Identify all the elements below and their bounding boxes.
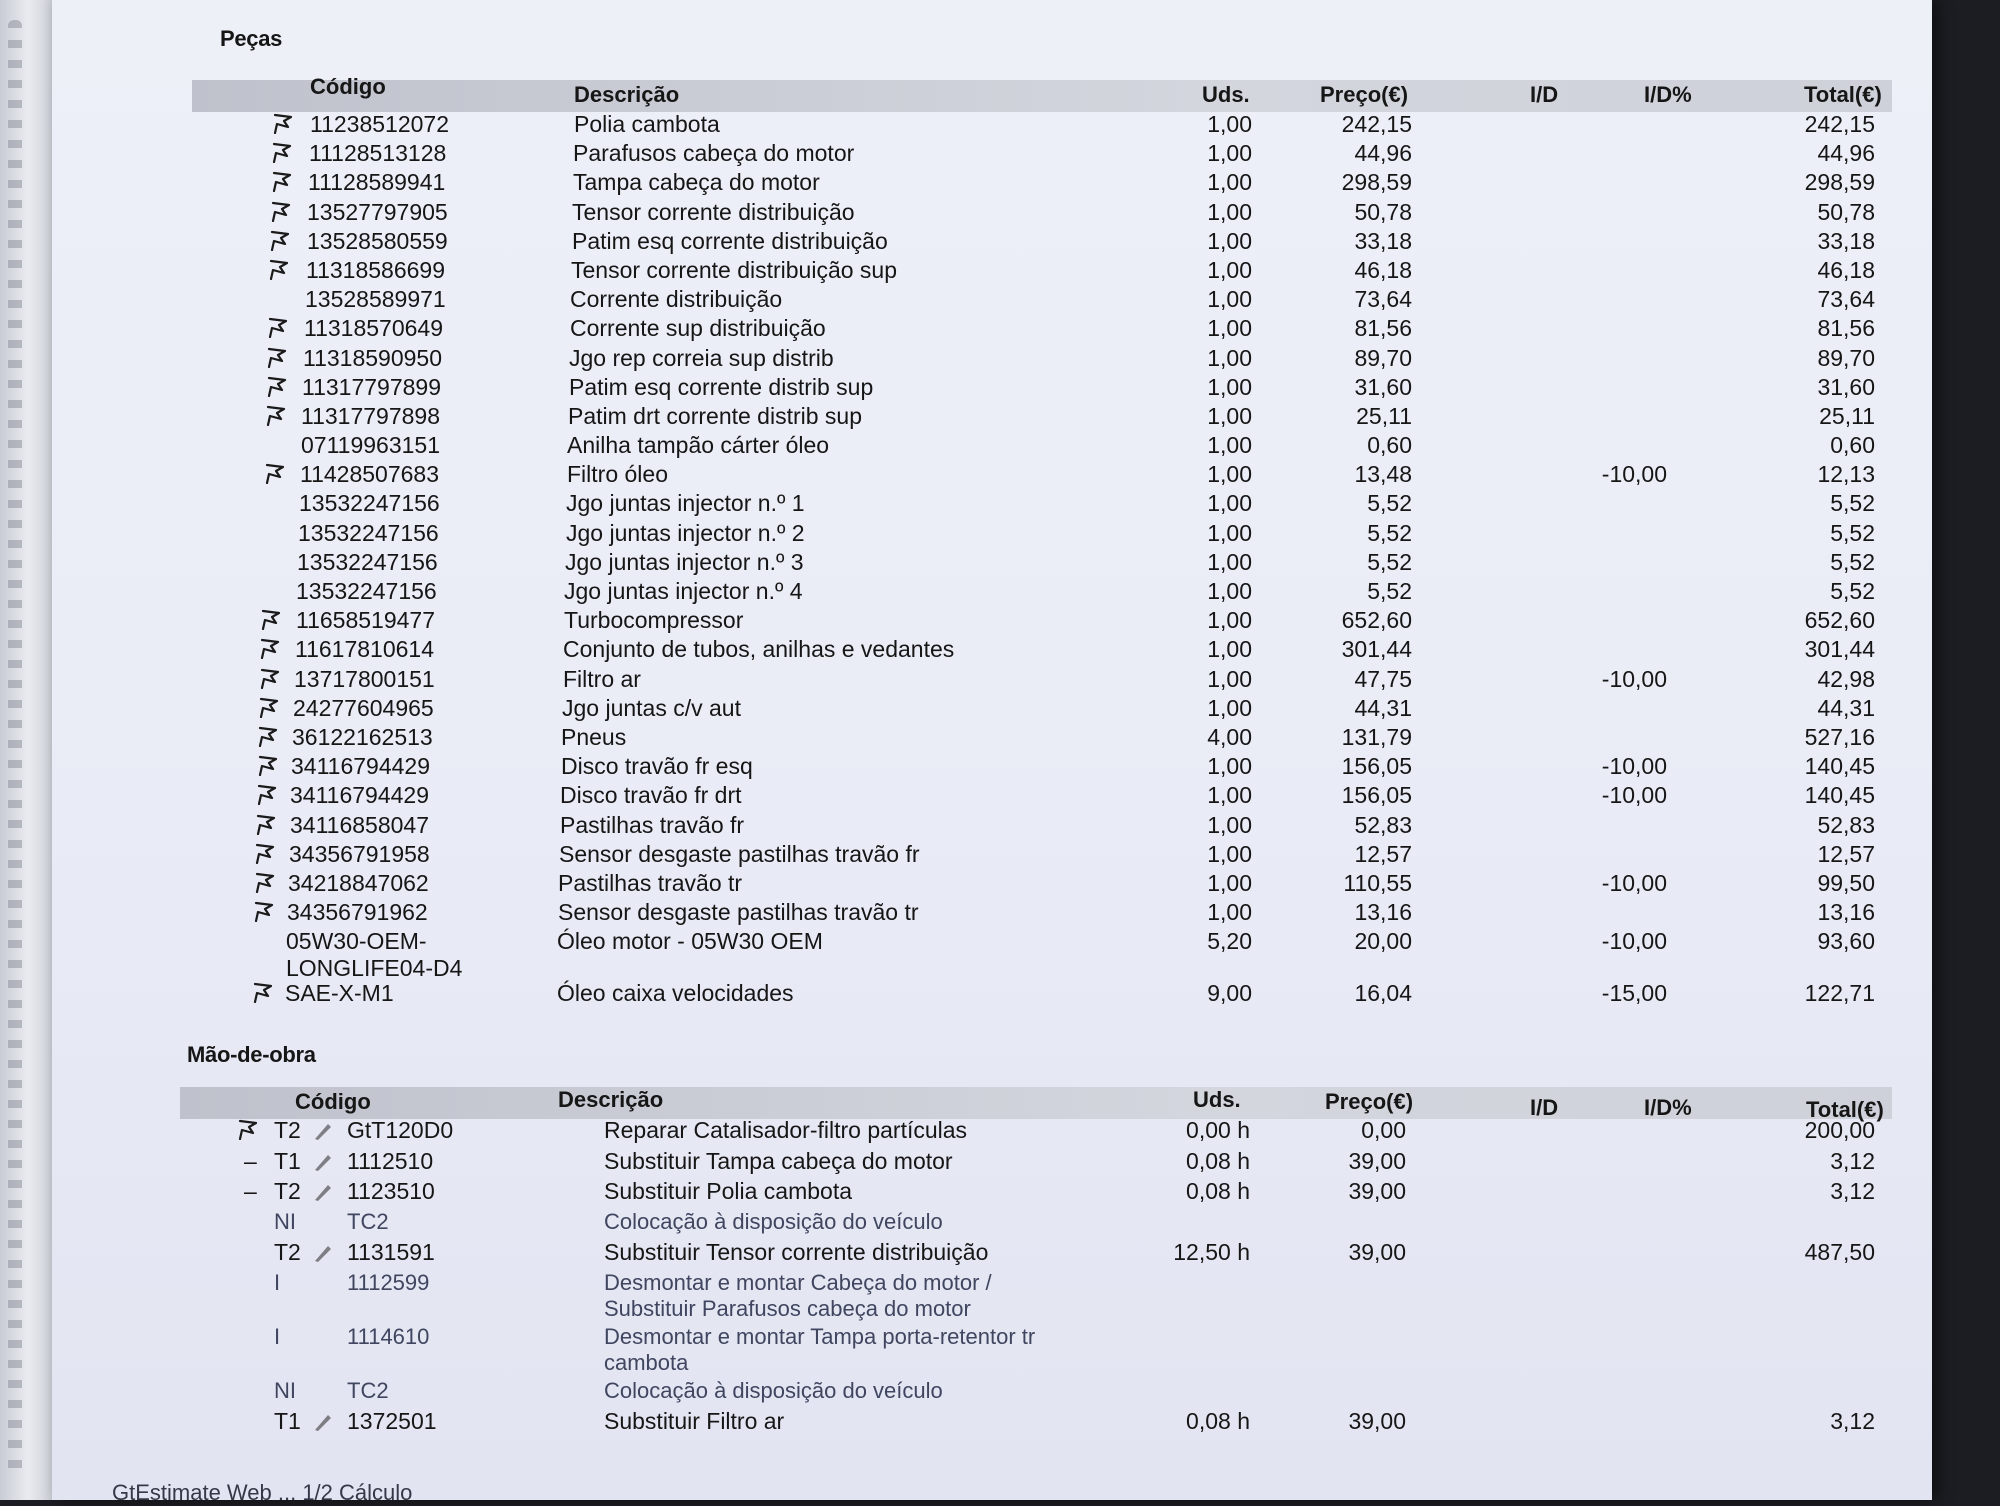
checkmark-flag-icon	[270, 200, 292, 222]
table-row	[52, 139, 1932, 168]
table-row	[52, 1208, 1932, 1239]
part-uds: 1,00	[1207, 169, 1252, 196]
table-row	[52, 168, 1932, 197]
part-total: 122,71	[1804, 980, 1875, 1007]
part-price: 50,78	[1354, 198, 1412, 225]
binder-holes	[8, 20, 22, 1480]
labor-uds: 0,08 h	[1186, 1408, 1250, 1434]
part-description: Anilha tampão cárter óleo	[567, 432, 830, 459]
part-code: 34356791958	[289, 840, 430, 867]
labor-total: 3,12	[1830, 1408, 1875, 1434]
part-description: Corrente distribuição	[570, 286, 783, 313]
labor-uds: 12,50 h	[1173, 1239, 1250, 1265]
labor-type: T1	[274, 1408, 301, 1434]
part-code: 13532247156	[296, 578, 437, 604]
part-total: 140,45	[1804, 753, 1875, 780]
part-price: 652,60	[1341, 607, 1412, 634]
labor-type: T2	[274, 1178, 301, 1204]
invoice-page	[52, 0, 1932, 1505]
labor-uds: 0,08 h	[1186, 1178, 1250, 1204]
table-row	[52, 665, 1932, 694]
part-price: 52,83	[1354, 811, 1412, 838]
part-description: Sensor desgaste pastilhas travão fr	[559, 840, 920, 867]
part-price: 301,44	[1341, 636, 1412, 663]
part-price: 20,00	[1354, 928, 1412, 955]
part-price: 16,04	[1354, 980, 1412, 1007]
part-uds: 1,00	[1207, 140, 1252, 167]
part-price: 13,48	[1354, 461, 1412, 488]
part-price: 5,52	[1367, 519, 1412, 546]
part-price: 33,18	[1354, 227, 1412, 254]
part-uds: 1,00	[1207, 198, 1252, 225]
part-description: Turbocompressor	[564, 607, 744, 634]
table-row	[52, 344, 1932, 373]
labor-table	[52, 1116, 1932, 1438]
part-description: Jgo rep correia sup distrib	[569, 344, 834, 371]
part-total: 46,18	[1817, 256, 1875, 283]
labor-code: 1131591	[347, 1239, 435, 1265]
parts-header-bar	[192, 74, 1892, 112]
table-row	[52, 694, 1932, 723]
part-uds: 1,00	[1207, 694, 1252, 721]
part-total: 50,78	[1817, 198, 1875, 225]
part-price: 44,31	[1354, 694, 1412, 721]
part-code: 13532247156	[298, 519, 439, 546]
labor-header-bar	[180, 1087, 1892, 1122]
checkmark-flag-icon	[256, 783, 278, 805]
part-price: 25,11	[1356, 402, 1412, 429]
part-discount-pct: -10,00	[1601, 869, 1667, 896]
table-row	[52, 256, 1932, 285]
table-row	[52, 1147, 1932, 1178]
parts-header-price: Preço(€)	[1320, 82, 1409, 107]
part-code: 24277604965	[293, 694, 434, 721]
part-code: 34116858047	[290, 811, 429, 838]
part-price: 12,57	[1354, 840, 1412, 867]
labor-description: Substituir Polia cambota	[604, 1178, 853, 1204]
labor-type: NI	[274, 1208, 296, 1234]
part-code: 13532247156	[297, 548, 438, 575]
part-code: 13528589971	[305, 286, 446, 313]
labor-code: 1112599	[347, 1269, 430, 1295]
labor-type: I	[274, 1269, 281, 1295]
parts-header-description: Descrição	[574, 82, 680, 107]
part-code: 07119963151	[301, 432, 440, 459]
part-total: 12,13	[1817, 461, 1875, 488]
part-code: 34116794429	[291, 753, 430, 780]
part-code: SAE-X-M1	[285, 980, 394, 1007]
checkmark-flag-icon	[257, 754, 279, 776]
part-price: 31,60	[1354, 373, 1412, 400]
part-total: 52,83	[1817, 811, 1875, 838]
labor-code: TC2	[347, 1377, 389, 1403]
part-uds: 1,00	[1207, 519, 1252, 546]
checkmark-flag-icon	[271, 141, 293, 163]
part-price: 156,05	[1341, 782, 1412, 809]
part-price: 298,59	[1341, 169, 1412, 196]
part-code: 34116794429	[290, 782, 429, 809]
part-uds: 1,00	[1207, 490, 1252, 517]
part-total: 140,45	[1804, 782, 1875, 809]
part-code: 11318590950	[303, 344, 442, 371]
table-row	[52, 811, 1932, 840]
part-discount-pct: -10,00	[1601, 665, 1667, 692]
labor-type: T2	[274, 1117, 301, 1143]
labor-description: Desmontar e montar Cabeça do motor /	[604, 1269, 992, 1295]
table-row	[52, 1323, 1932, 1377]
labor-total: 3,12	[1830, 1178, 1875, 1204]
labor-type: T1	[274, 1147, 301, 1174]
part-uds: 1,00	[1207, 111, 1252, 137]
table-row	[52, 402, 1932, 431]
part-total: 44,96	[1817, 140, 1875, 167]
part-uds: 1,00	[1207, 665, 1252, 692]
table-row	[52, 927, 1932, 982]
table-row	[52, 752, 1932, 781]
part-price: 5,52	[1367, 490, 1412, 517]
part-description: Conjunto de tubos, anilhas e vedantes	[563, 636, 955, 663]
part-price: 81,56	[1354, 315, 1412, 342]
part-code: 11318570649	[304, 315, 443, 342]
table-row	[52, 489, 1932, 518]
part-total: 5,52	[1830, 578, 1875, 604]
part-description: Pneus	[561, 723, 627, 750]
part-uds: 1,00	[1207, 344, 1252, 371]
table-row	[52, 110, 1932, 139]
pencil-icon	[312, 1181, 334, 1203]
part-code: 34356791962	[287, 899, 428, 926]
labor-description-continued: Substituir Parafusos cabeça do motor	[604, 1295, 971, 1321]
part-price: 44,96	[1354, 140, 1412, 167]
table-row	[52, 548, 1932, 577]
part-total: 31,60	[1817, 373, 1875, 400]
checkmark-flag-icon	[266, 375, 288, 397]
table-row	[52, 314, 1932, 343]
labor-header-id: I/D	[1530, 1095, 1559, 1120]
table-row	[52, 1269, 1932, 1323]
part-total: 81,56	[1817, 315, 1875, 342]
table-row	[52, 431, 1932, 460]
table-row	[52, 1407, 1932, 1438]
part-total: 5,52	[1830, 519, 1875, 546]
labor-header-id-pct: I/D%	[1644, 1095, 1692, 1120]
table-row	[52, 606, 1932, 635]
part-code: 05W30-OEM-	[286, 928, 427, 955]
labor-header-description: Descrição	[558, 1087, 664, 1112]
part-uds: 1,00	[1207, 461, 1252, 488]
table-row	[52, 1116, 1932, 1147]
checkmark-flag-icon	[253, 900, 275, 922]
labor-description-continued: cambota	[604, 1349, 689, 1375]
part-description: Disco travão fr esq	[561, 753, 753, 780]
checkmark-flag-icon	[267, 316, 289, 338]
table-row	[52, 869, 1932, 898]
labor-description: Colocação à disposição do veículo	[604, 1377, 943, 1403]
checkmark-flag-icon	[252, 981, 274, 1003]
part-total: 13,16	[1817, 899, 1875, 926]
part-total: 33,18	[1817, 227, 1875, 254]
part-description: Óleo motor - 05W30 OEM	[557, 928, 823, 955]
part-uds: 1,00	[1207, 286, 1252, 313]
part-total: 242,15	[1804, 111, 1875, 137]
part-total: 298,59	[1804, 169, 1875, 196]
part-uds: 1,00	[1207, 227, 1252, 254]
part-total: 42,98	[1817, 665, 1875, 692]
parts-section-title: Peças	[220, 26, 283, 51]
part-total: 5,52	[1830, 548, 1875, 575]
labor-code: TC2	[347, 1208, 389, 1234]
part-uds: 5,20	[1207, 928, 1252, 955]
labor-code: GtT120D0	[347, 1117, 454, 1143]
table-row	[52, 1377, 1932, 1408]
parts-header-total: Total(€)	[1804, 82, 1882, 107]
part-code: 11317797899	[302, 373, 441, 400]
part-price: 89,70	[1354, 344, 1412, 371]
checkmark-flag-icon	[268, 258, 290, 280]
part-uds: 1,00	[1207, 782, 1252, 809]
parts-header-id: I/D	[1530, 82, 1559, 107]
table-row	[52, 577, 1932, 606]
part-price: 5,52	[1367, 578, 1412, 604]
part-uds: 4,00	[1207, 723, 1252, 750]
part-discount-pct: -15,00	[1601, 980, 1667, 1007]
part-total: 99,50	[1817, 869, 1875, 896]
part-description: Jgo juntas injector n.º 4	[564, 578, 803, 604]
part-code: 11318586699	[306, 256, 445, 283]
parts-header-uds: Uds.	[1202, 82, 1250, 107]
labor-header-total: Total(€)	[1806, 1097, 1884, 1122]
part-uds: 1,00	[1207, 811, 1252, 838]
labor-code: 1123510	[347, 1178, 435, 1204]
labor-type: NI	[274, 1377, 296, 1403]
labor-type: T2	[274, 1239, 301, 1265]
pencil-icon	[312, 1411, 334, 1433]
part-price: 13,16	[1354, 899, 1412, 926]
labor-description: Substituir Tampa cabeça do motor	[604, 1147, 953, 1174]
labor-total: 3,12	[1830, 1147, 1875, 1174]
checkmark-flag-icon	[257, 725, 279, 747]
part-price: 0,60	[1367, 432, 1412, 459]
part-uds: 1,00	[1207, 548, 1252, 575]
labor-price: 39,00	[1348, 1147, 1406, 1174]
checkmark-flag-icon	[260, 608, 282, 630]
part-description: Disco travão fr drt	[560, 782, 742, 809]
labor-description: Substituir Filtro ar	[604, 1408, 785, 1434]
dash-mark: –	[244, 1147, 257, 1174]
part-description: Jgo juntas injector n.º 1	[566, 490, 805, 517]
table-row	[52, 198, 1932, 227]
part-description: Patim esq corrente distrib sup	[569, 373, 874, 400]
part-total: 25,11	[1819, 402, 1875, 429]
table-row	[52, 227, 1932, 256]
part-description: Pastilhas travão fr	[560, 811, 745, 838]
labor-uds: 0,08 h	[1186, 1147, 1250, 1174]
labor-type: I	[274, 1323, 281, 1349]
part-description: Tampa cabeça do motor	[573, 169, 820, 196]
part-total: 89,70	[1817, 344, 1875, 371]
checkmark-flag-icon	[266, 346, 288, 368]
labor-description: Desmontar e montar Tampa porta-retentor tr	[604, 1323, 1036, 1349]
labor-header-code: Código	[295, 1089, 371, 1114]
part-uds: 1,00	[1207, 869, 1252, 896]
part-uds: 1,00	[1207, 373, 1252, 400]
checkmark-flag-icon	[255, 813, 277, 835]
part-code: 13528580559	[307, 227, 448, 254]
part-description: Óleo caixa velocidades	[557, 980, 794, 1007]
part-code: 11317797898	[301, 402, 440, 429]
part-price: 242,15	[1341, 111, 1412, 137]
part-price: 110,55	[1343, 869, 1412, 896]
part-description: Parafusos cabeça do motor	[573, 140, 855, 167]
part-discount-pct: -10,00	[1601, 928, 1667, 955]
table-row	[52, 840, 1932, 869]
part-description: Filtro ar	[563, 665, 641, 692]
checkmark-flag-icon	[258, 696, 280, 718]
part-uds: 1,00	[1207, 315, 1252, 342]
part-total: 93,60	[1817, 928, 1875, 955]
footer-partial-text: GtEstimate Web ... 1/2 Cálculo	[112, 1480, 413, 1505]
parts-header-id-pct: I/D%	[1644, 82, 1692, 107]
labor-price: 39,00	[1348, 1239, 1406, 1265]
part-total: 652,60	[1804, 607, 1875, 634]
part-description: Tensor corrente distribuição sup	[571, 256, 897, 283]
part-description: Jgo juntas c/v aut	[562, 694, 741, 721]
part-code: 11428507683	[300, 461, 439, 488]
part-code: 13717800151	[294, 665, 435, 692]
part-price: 5,52	[1367, 548, 1412, 575]
table-row	[52, 635, 1932, 664]
table-row	[52, 1177, 1932, 1208]
checkmark-flag-icon	[272, 112, 294, 134]
part-code: 13527797905	[307, 198, 448, 225]
table-row	[52, 285, 1932, 314]
part-total: 73,64	[1817, 286, 1875, 313]
part-code: 13532247156	[299, 490, 440, 517]
labor-header-price: Preço(€)	[1325, 1089, 1414, 1114]
part-description: Jgo juntas injector n.º 3	[565, 548, 804, 575]
part-uds: 1,00	[1207, 899, 1252, 926]
part-discount-pct: -10,00	[1601, 461, 1667, 488]
parts-header-code: Código	[310, 74, 386, 99]
labor-price: 0,00	[1361, 1117, 1406, 1143]
checkmark-flag-icon	[271, 170, 293, 192]
checkmark-flag-icon	[259, 667, 281, 689]
part-description: Filtro óleo	[567, 461, 668, 488]
part-total: 527,16	[1804, 723, 1875, 750]
table-row	[52, 723, 1932, 752]
part-code: 11128589941	[308, 169, 446, 196]
labor-total: 200,00	[1804, 1117, 1875, 1143]
part-uds: 1,00	[1207, 432, 1252, 459]
part-price: 156,05	[1341, 753, 1412, 780]
part-description: Tensor corrente distribuição	[572, 198, 855, 225]
dash-mark: –	[244, 1178, 257, 1204]
part-description: Patim esq corrente distribuição	[572, 227, 888, 254]
labor-header-uds: Uds.	[1193, 1087, 1241, 1112]
part-total: 0,60	[1830, 432, 1875, 459]
part-price: 47,75	[1354, 665, 1412, 692]
part-price: 73,64	[1354, 286, 1412, 313]
part-discount-pct: -10,00	[1601, 782, 1667, 809]
labor-description: Reparar Catalisador-filtro partículas	[604, 1117, 968, 1143]
part-code: 11128513128	[309, 140, 447, 167]
part-code: 11658519477	[296, 607, 435, 634]
checkmark-flag-icon	[259, 637, 281, 659]
labor-description: Colocação à disposição do veículo	[604, 1208, 943, 1234]
checkmark-flag-icon	[237, 1118, 259, 1140]
labor-total: 487,50	[1804, 1239, 1875, 1265]
checkmark-flag-icon	[269, 229, 291, 251]
labor-price: 39,00	[1348, 1408, 1406, 1434]
labor-description: Substituir Tensor corrente distribuição	[604, 1239, 989, 1265]
part-price: 131,79	[1341, 723, 1412, 750]
table-row	[52, 1238, 1932, 1269]
part-code: 34218847062	[288, 869, 429, 896]
labor-code: 1372501	[347, 1408, 437, 1434]
checkmark-flag-icon	[254, 871, 276, 893]
table-row	[52, 519, 1932, 548]
part-code: 36122162513	[292, 723, 433, 750]
part-description: Polia cambota	[574, 111, 720, 137]
part-description: Sensor desgaste pastilhas travão tr	[558, 899, 919, 926]
part-discount-pct: -10,00	[1601, 753, 1667, 780]
labor-code: 1112510	[347, 1147, 434, 1174]
part-total: 12,57	[1817, 840, 1875, 867]
part-uds: 1,00	[1207, 636, 1252, 663]
table-row	[52, 898, 1932, 927]
labor-code: 1114610	[347, 1323, 430, 1349]
part-uds: 1,00	[1207, 578, 1252, 604]
part-uds: 1,00	[1207, 753, 1252, 780]
part-description: Corrente sup distribuição	[570, 315, 826, 342]
table-row	[52, 979, 1932, 1008]
part-code-continued: LONGLIFE04-D4	[286, 955, 463, 982]
part-description: Pastilhas travão tr	[558, 869, 743, 896]
part-description: Patim drt corrente distrib sup	[568, 402, 863, 429]
checkmark-flag-icon	[254, 842, 276, 864]
part-code: 11617810614	[295, 636, 434, 663]
part-total: 5,52	[1830, 490, 1875, 517]
labor-section-title: Mão-de-obra	[187, 1042, 316, 1067]
part-description: Jgo juntas injector n.º 2	[566, 519, 805, 546]
table-row	[52, 460, 1932, 489]
part-uds: 1,00	[1207, 402, 1252, 429]
part-price: 46,18	[1354, 256, 1412, 283]
part-uds: 1,00	[1207, 256, 1252, 283]
part-total: 44,31	[1817, 694, 1875, 721]
part-uds: 1,00	[1207, 840, 1252, 867]
table-row	[52, 373, 1932, 402]
checkmark-flag-icon	[264, 462, 286, 484]
labor-uds: 0,00 h	[1186, 1117, 1250, 1143]
pencil-icon	[312, 1120, 334, 1142]
labor-price: 39,00	[1348, 1178, 1406, 1204]
part-code: 11238512072	[310, 111, 449, 137]
part-uds: 1,00	[1207, 607, 1252, 634]
part-total: 301,44	[1804, 636, 1875, 663]
parts-table	[52, 110, 1932, 1008]
checkmark-flag-icon	[265, 404, 287, 426]
pencil-icon	[312, 1151, 334, 1173]
table-row	[52, 781, 1932, 810]
part-uds: 9,00	[1207, 980, 1252, 1007]
pencil-icon	[312, 1242, 334, 1264]
